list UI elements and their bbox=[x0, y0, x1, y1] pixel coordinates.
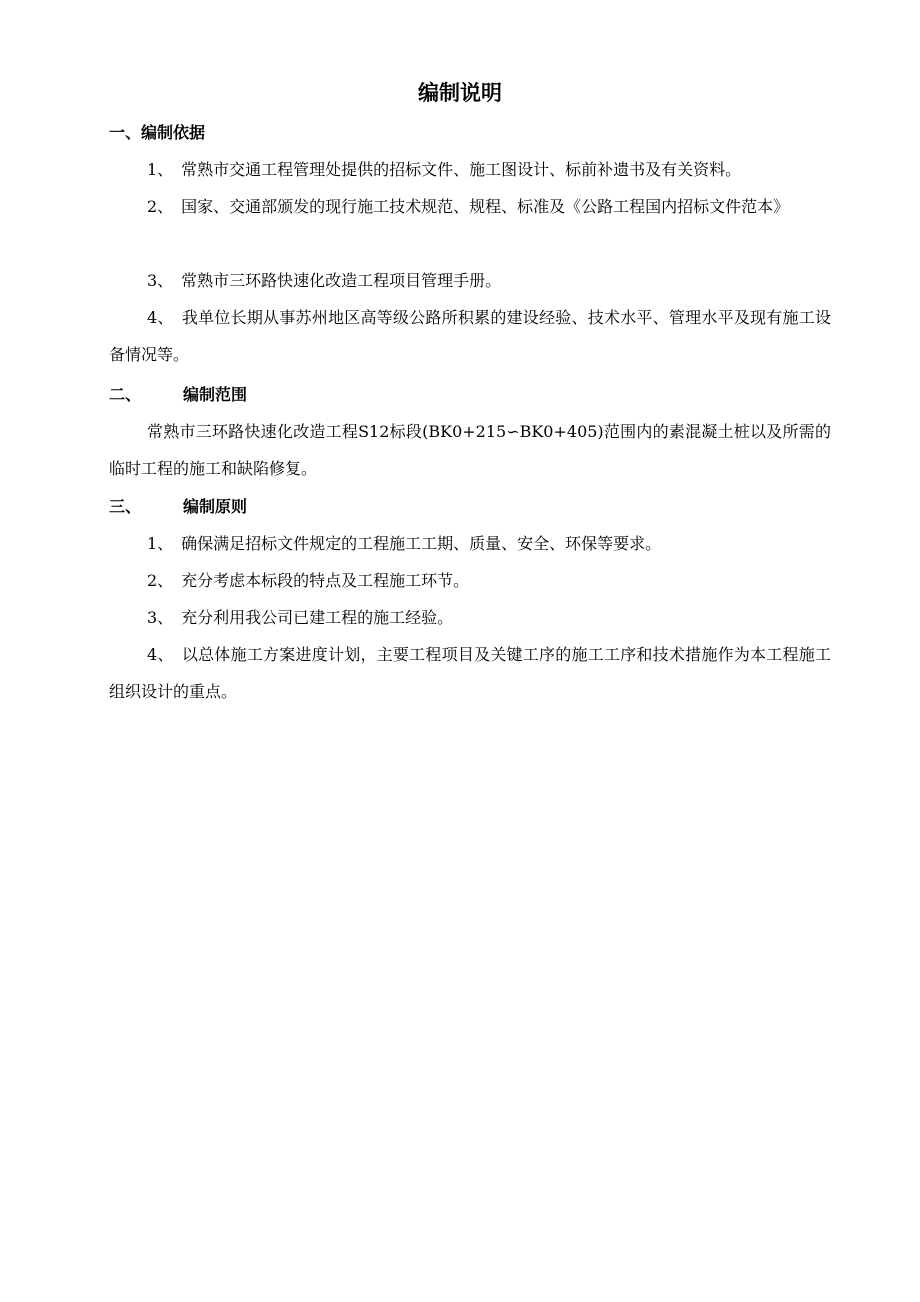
principle-item-3: 3、 充分利用我公司已建工程的施工经验。 bbox=[147, 608, 454, 627]
basis-item-1: 1、 常熟市交通工程管理处提供的招标文件、施工图设计、标前补遗书及有关资料。 bbox=[147, 160, 742, 179]
section-heading-basis: 一、编制依据 bbox=[109, 123, 206, 142]
section-title: 编制原则 bbox=[183, 497, 248, 516]
section-heading-scope bbox=[109, 383, 247, 407]
principle-item-1: 1、 确保满足招标文件规定的工程施工工期、质量、安全、环保等要求。 bbox=[147, 534, 662, 553]
section-heading-principles bbox=[109, 495, 247, 519]
scope-text: 常熟市三环路快速化改造工程S12标段(BK0+215∽BK0+405)范围内的素混凝土桩以及所需的临时工程的施工和缺陷修复。 bbox=[109, 422, 831, 478]
principle-item-2: 2、 充分考虑本标段的特点及工程施工环节。 bbox=[147, 571, 470, 590]
section-number: 三、 bbox=[109, 497, 142, 516]
page-title: 编制说明 bbox=[418, 81, 502, 105]
basis-item-3: 3、 常熟市三环路快速化改造工程项目管理手册。 bbox=[147, 271, 502, 290]
basis-item-2: 2、 国家、交通部颁发的现行施工技术规范、规程、标准及《公路工程国内招标文件范本》 bbox=[147, 197, 790, 216]
section-number: 二、 bbox=[109, 385, 142, 404]
basis-item-4: 4、 我单位长期从事苏州地区高等级公路所积累的建设经验、技术水平、管理水平及现有施工设备情况等。 bbox=[109, 308, 831, 364]
principle-item-4: 4、 以总体施工方案进度计划，主要工程项目及关键工序的施工工序和技术措施作为本工程施工组织设计的重点。 bbox=[109, 645, 831, 701]
section-title: 编制范围 bbox=[183, 385, 248, 404]
